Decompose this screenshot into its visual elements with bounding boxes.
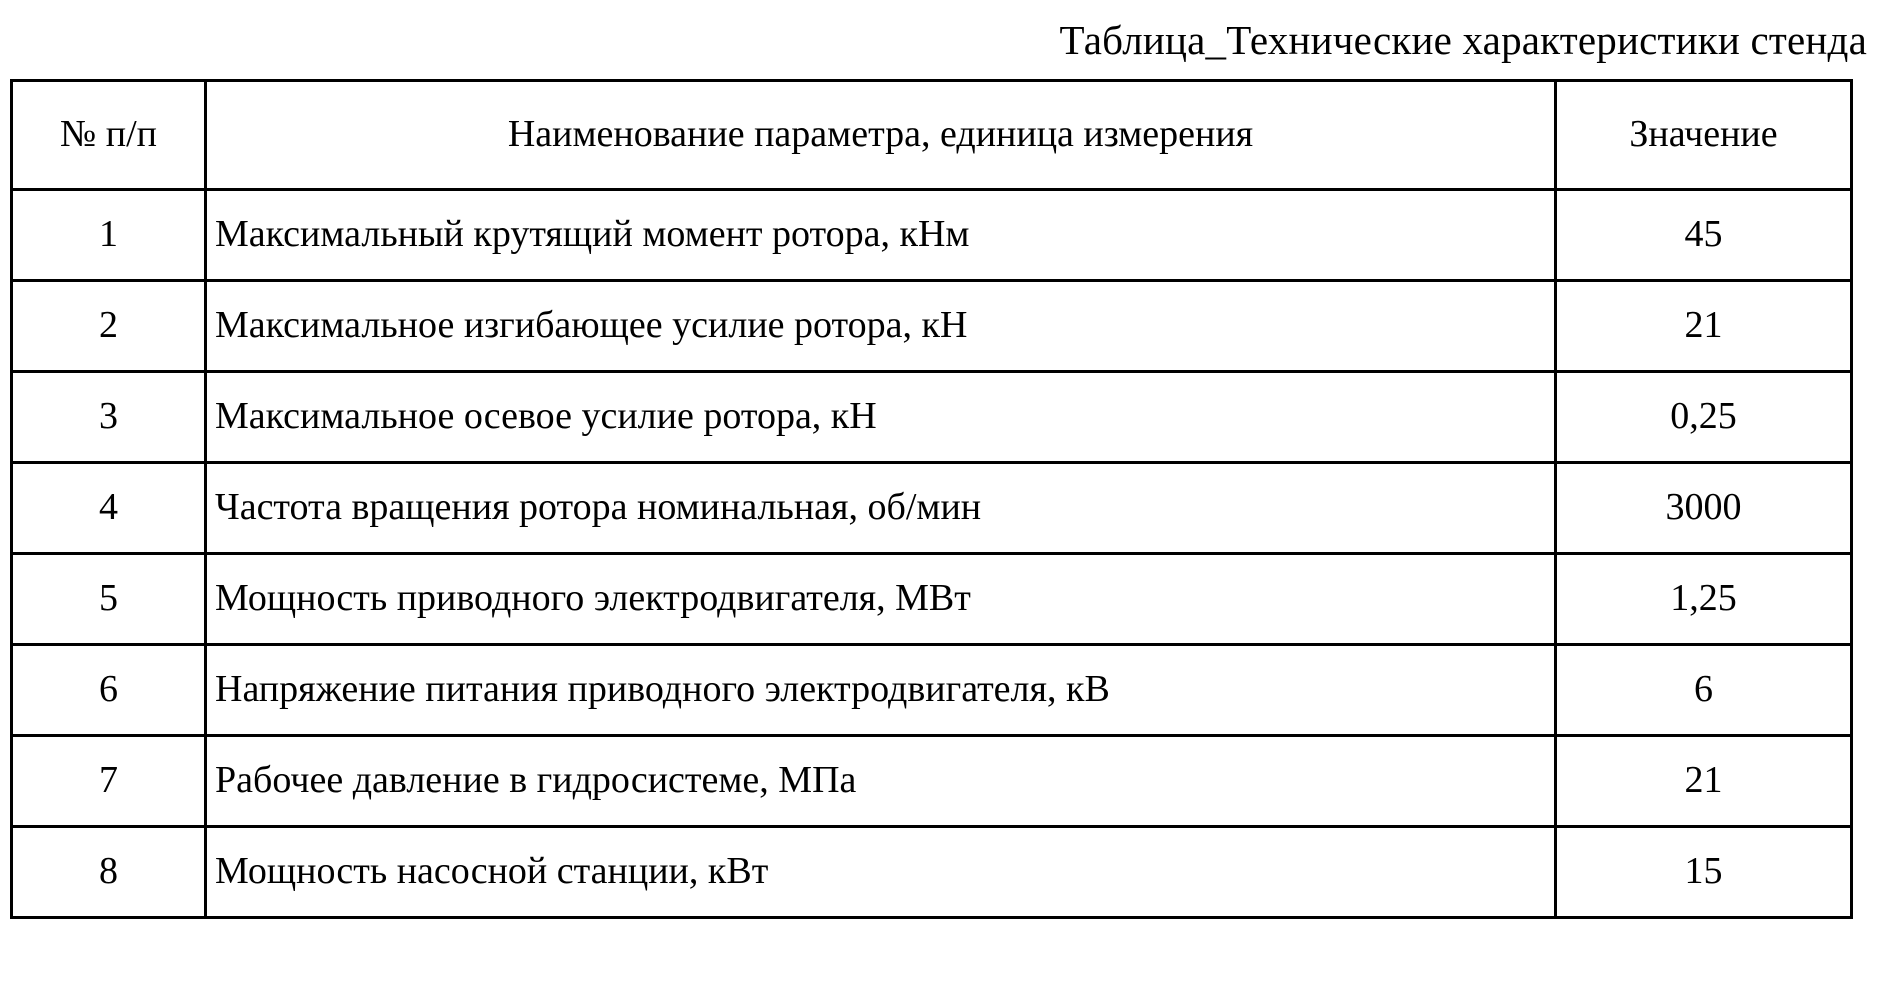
cell-number: 4 <box>12 463 206 554</box>
cell-number: 2 <box>12 281 206 372</box>
table-row <box>12 736 1852 827</box>
table-row <box>12 372 1852 463</box>
table-header-row <box>12 81 1852 190</box>
cell-parameter: Мощность приводного электродвигателя, МВт <box>206 554 1556 645</box>
table-caption: Таблица_Технические характеристики стенда <box>1059 17 1867 63</box>
cell-number: 6 <box>12 645 206 736</box>
cell-parameter: Частота вращения ротора номинальная, об/мин <box>206 463 1556 554</box>
table-row <box>12 827 1852 918</box>
cell-parameter: Мощность насосной станции, кВт <box>206 827 1556 918</box>
column-header-value: Значение <box>1556 81 1852 190</box>
cell-number: 8 <box>12 827 206 918</box>
technical-specifications-table <box>10 79 1853 919</box>
cell-value: 6 <box>1556 645 1852 736</box>
cell-parameter: Максимальное осевое усилие ротора, кН <box>206 372 1556 463</box>
table-row <box>12 190 1852 281</box>
table-row <box>12 645 1852 736</box>
cell-value: 21 <box>1556 736 1852 827</box>
cell-number: 5 <box>12 554 206 645</box>
cell-value: 15 <box>1556 827 1852 918</box>
table-body <box>12 190 1852 918</box>
cell-parameter: Максимальное изгибающее усилие ротора, кН <box>206 281 1556 372</box>
cell-number: 7 <box>12 736 206 827</box>
column-header-number: № п/п <box>12 81 206 190</box>
cell-number: 1 <box>12 190 206 281</box>
cell-parameter: Максимальный крутящий момент ротора, кНм <box>206 190 1556 281</box>
cell-parameter: Напряжение питания приводного электродвигателя, кВ <box>206 645 1556 736</box>
table-row <box>12 463 1852 554</box>
cell-value: 1,25 <box>1556 554 1852 645</box>
cell-value: 45 <box>1556 190 1852 281</box>
cell-number: 3 <box>12 372 206 463</box>
cell-parameter: Рабочее давление в гидросистеме, МПа <box>206 736 1556 827</box>
table-row <box>12 554 1852 645</box>
cell-value: 0,25 <box>1556 372 1852 463</box>
cell-value: 3000 <box>1556 463 1852 554</box>
table-header <box>12 81 1852 190</box>
cell-value: 21 <box>1556 281 1852 372</box>
table-row <box>12 281 1852 372</box>
column-header-parameter: Наименование параметра, единица измерения <box>206 81 1556 190</box>
